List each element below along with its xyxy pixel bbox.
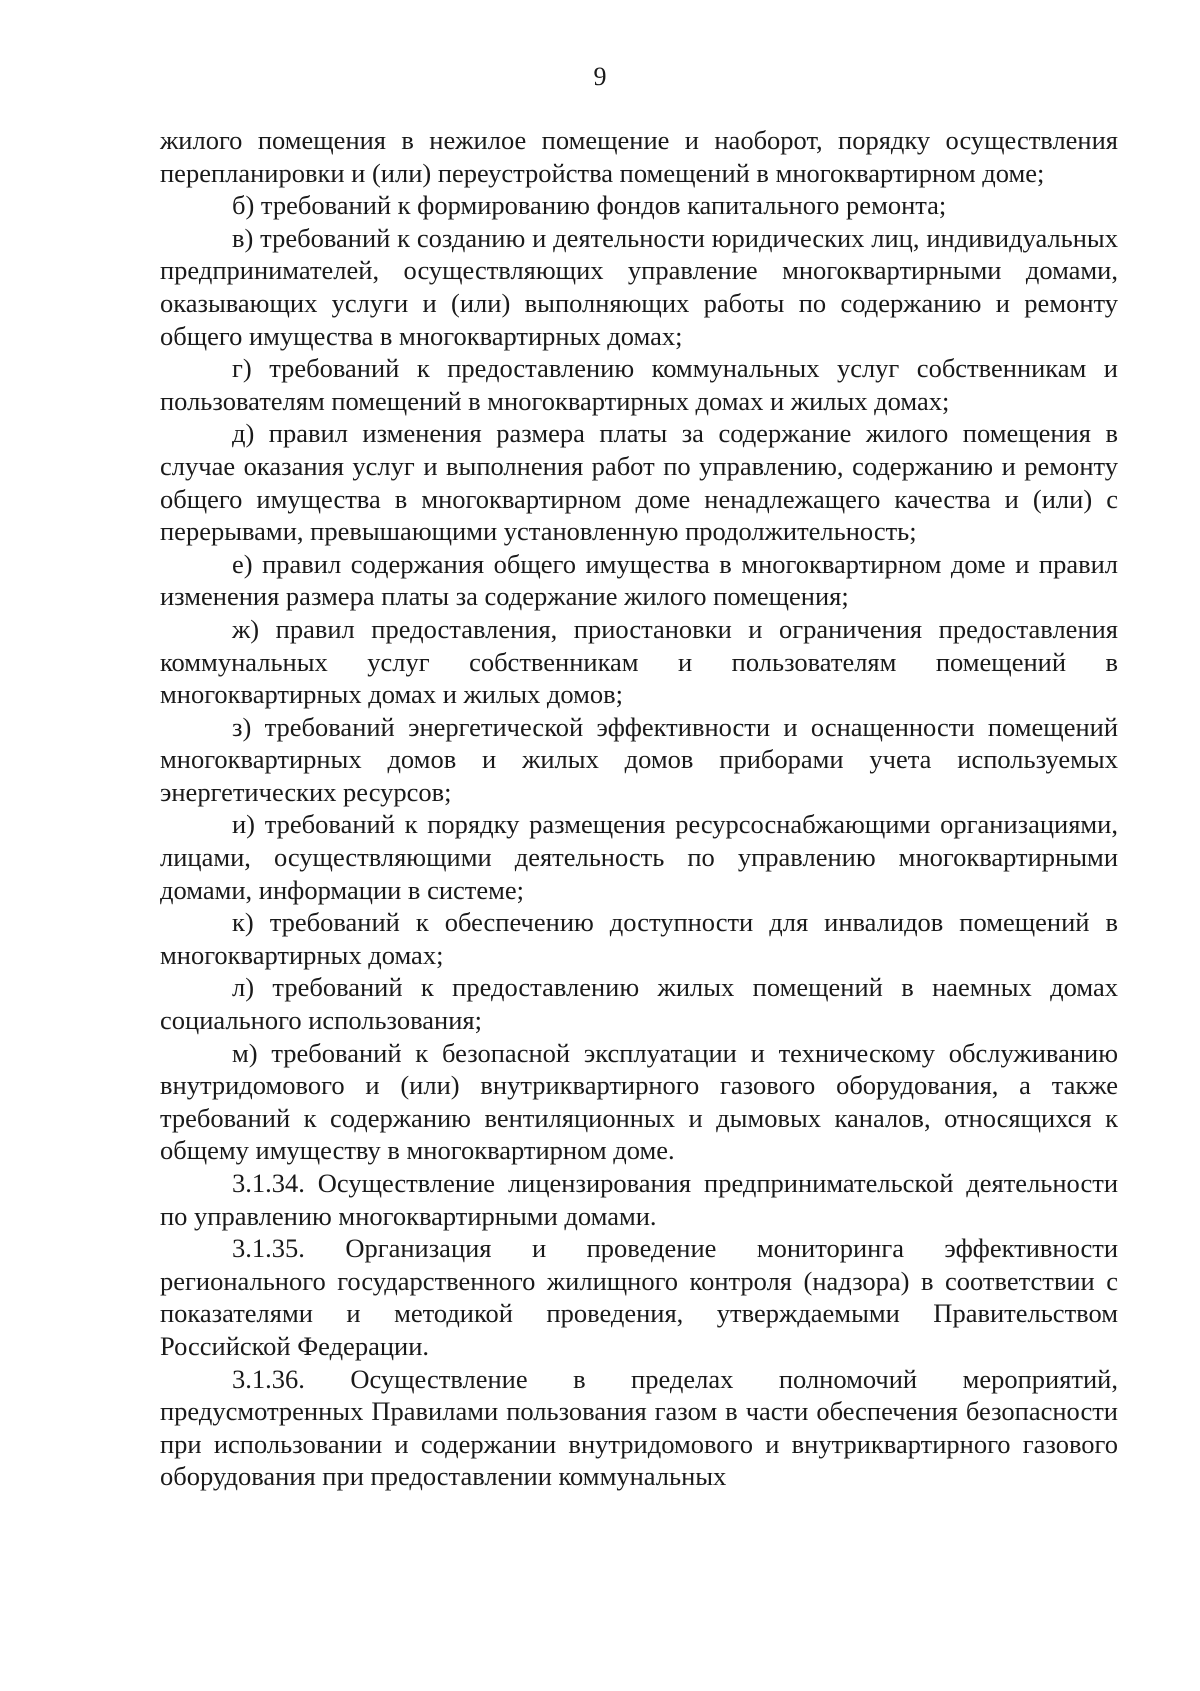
paragraph-item-g: г) требований к предоставлению коммунальных услуг собственникам и пользователям помещений в многоквартирных домах и жилых домах; [160,353,1118,416]
paragraph-item-zh: ж) правил предоставления, приостановки и ограничения предоставления коммунальных услуг собственникам и пользователям помещений в многоквартирных домах и жилых домов; [160,613,1118,710]
page-number: 9 [593,62,607,91]
paragraph-item-d: д) правил изменения размера платы за содержание жилого помещения в случае оказания услуг и выполнения работ по управлению, содержанию и ремонту общего имущества в многоквартирном доме ненадлежащего качества и (или) с перерывами, превышающими установленную продолжительность; [160,418,1118,547]
paragraph-item-v: в) требований к созданию и деятельности юридических лиц, индивидуальных предпринимателей, осуществляющих управление многоквартирными домами, оказывающих услуги и (или) выполняющих работы по содержанию и ремонту общего имущества в многоквартирных домах; [160,222,1118,351]
paragraph-item-m: м) требований к безопасной эксплуатации и техническому обслуживанию внутридомового и (или) внутриквартирного газового оборудования, а также требований к содержанию вентиляционных и дымовых каналов, относящихся к общему имуществу в многоквартирном доме. [160,1037,1118,1166]
paragraph-item-l: л) требований к предоставлению жилых помещений в наемных домах социального использования; [160,972,1118,1036]
paragraph-3-1-35: 3.1.35. Организация и проведение мониторинга эффективности регионального государственного жилищного контроля (надзора) в соответствии с показателями и методикой проведения, утверждаемыми Правительством Российской Федерации. [160,1233,1118,1361]
paragraph-item-e: е) правил содержания общего имущества в многоквартирном доме и правил изменения размера платы за содержание жилого помещения; [160,548,1118,612]
paragraph-continuation: жилого помещения в нежилое помещение и наоборот, порядку осуществления перепланировки и (или) переустройства помещений в многоквартирном доме; [160,125,1118,188]
paragraph-item-i: и) требований к порядку размещения ресурсоснабжающими организациями, лицами, осуществляющими деятельность по управлению многоквартирными домами, информации в системе; [160,809,1118,905]
paragraph-item-b: б) требований к формированию фондов капитального ремонта; [232,190,947,221]
paragraph-3-1-36: 3.1.36. Осуществление в пределах полномочий мероприятий, предусмотренных Правилами пользования газом в части обеспечения безопасности при использовании и содержании внутридомового и внутриквартирного газового оборудования при предоставлении коммунальных [160,1363,1118,1492]
paragraph-item-z: з) требований энергетической эффективности и оснащенности помещений многоквартирных домов и жилых домов приборами учета используемых энергетических ресурсов; [160,711,1118,807]
document-body [160,124,1118,1493]
paragraph-item-k: к) требований к обеспечению доступности для инвалидов помещений в многоквартирных домах; [160,907,1118,970]
paragraph-3-1-34: 3.1.34. Осуществление лицензирования предпринимательской деятельности по управлению многоквартирными домами. [160,1168,1118,1231]
